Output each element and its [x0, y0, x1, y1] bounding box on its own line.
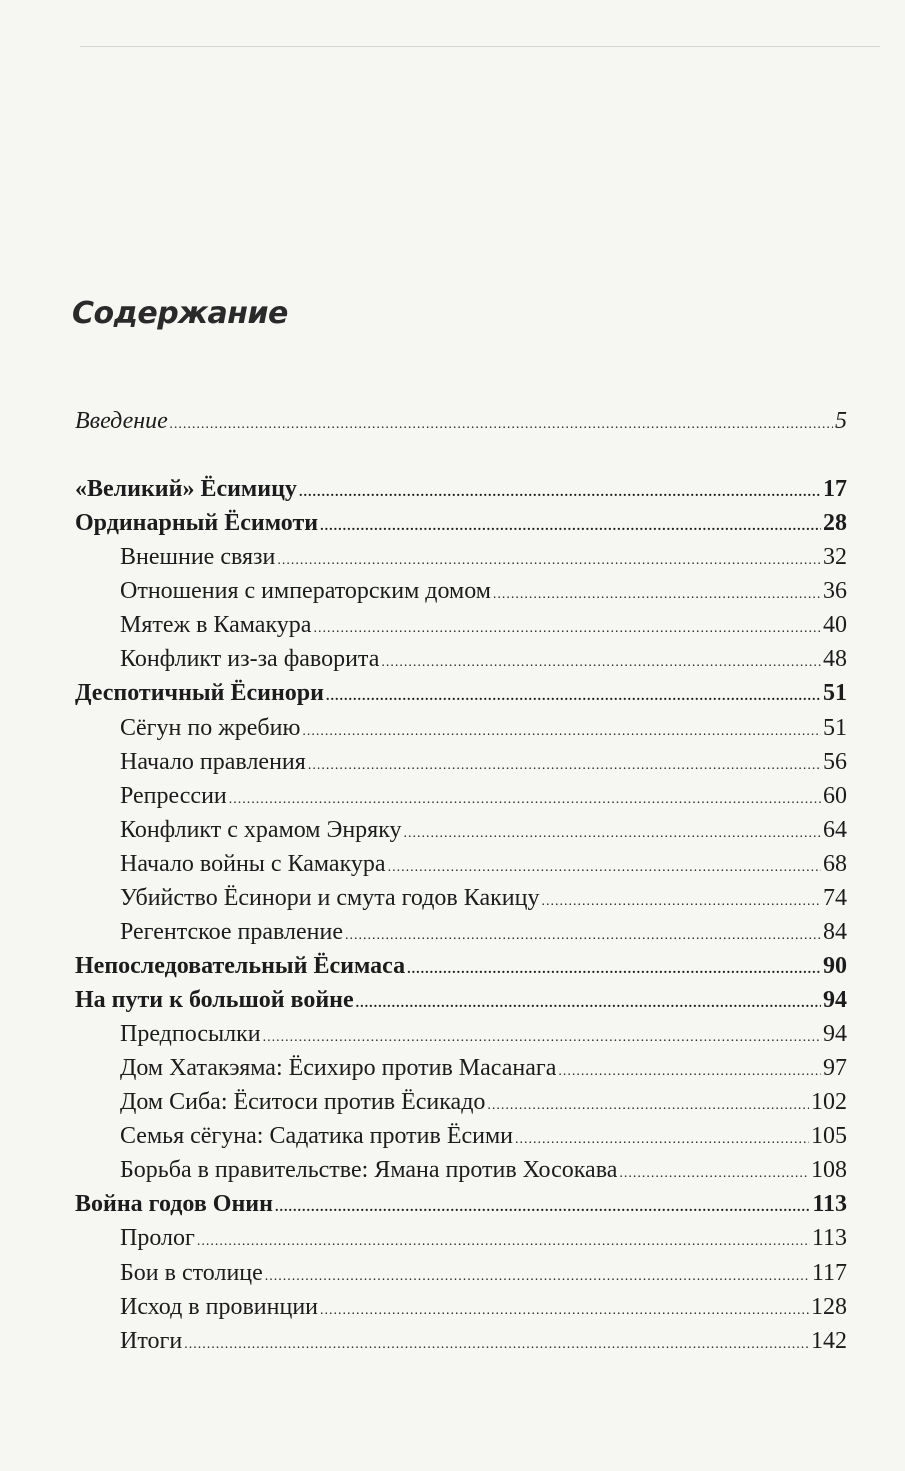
toc-chapter-entry [75, 476, 847, 510]
toc-page-number: 17 [823, 476, 847, 502]
toc-entry-title: Ординарный Ёсимоти [75, 510, 319, 536]
dot-leader [320, 519, 821, 535]
toc-section-entry [120, 1328, 847, 1362]
toc-page-number: 74 [823, 885, 847, 911]
dot-leader [407, 962, 821, 978]
toc-entry-title: Непоследовательный Ёсимаса [75, 953, 406, 979]
toc-entry-title: Предпосылки [120, 1021, 261, 1047]
toc-entry-title: Репрессии [120, 783, 227, 809]
toc-page-number: 105 [811, 1123, 847, 1149]
toc-section-entry [120, 612, 847, 646]
toc-section-entry [120, 544, 847, 578]
toc-page-number: 68 [823, 851, 847, 877]
toc-section-entry [120, 1294, 847, 1328]
toc-page-number: 90 [823, 953, 847, 979]
toc-section-entry [120, 715, 847, 749]
toc-page-number: 113 [811, 1225, 847, 1251]
dot-leader [345, 928, 821, 944]
toc-page-number: 94 [823, 987, 847, 1013]
dot-leader [229, 792, 821, 808]
toc-page-number: 56 [823, 749, 847, 775]
dot-leader [170, 417, 833, 433]
dot-leader [320, 1303, 809, 1319]
toc-page-number: 60 [823, 783, 847, 809]
toc-chapter-entry [75, 408, 847, 442]
toc-page-number: 128 [811, 1294, 847, 1320]
toc-section-entry [120, 1225, 847, 1259]
toc-section-entry [120, 851, 847, 885]
dot-leader [541, 894, 821, 910]
dot-leader [381, 655, 821, 671]
toc-chapter-entry [75, 987, 847, 1021]
toc-entry-title: Отношения с императорским домом [120, 578, 491, 604]
toc-page-number: 142 [811, 1328, 847, 1354]
toc-chapter-entry [75, 953, 847, 987]
dot-leader [388, 860, 821, 876]
toc-entry-title: Семья сёгуна: Садатика против Ёсими [120, 1123, 513, 1149]
toc-section-entry [120, 578, 847, 612]
toc-chapter-entry [75, 1191, 847, 1225]
toc-chapter-entry [75, 680, 847, 714]
dot-leader [302, 724, 821, 740]
toc-section-entry [120, 646, 847, 680]
dot-leader [487, 1098, 809, 1114]
toc-page-number: 32 [823, 544, 847, 570]
toc-page-number: 84 [823, 919, 847, 945]
toc-entry-title: На пути к большой войне [75, 987, 354, 1013]
toc-page-number: 94 [823, 1021, 847, 1047]
toc-page-number: 64 [823, 817, 847, 843]
dot-leader [515, 1132, 809, 1148]
toc-entry-title: «Великий» Ёсимицу [75, 476, 297, 502]
toc-page-number: 51 [823, 715, 847, 741]
toc-page-number: 5 [835, 408, 847, 434]
toc-page-number: 108 [811, 1157, 847, 1183]
toc-section-entry [120, 1089, 847, 1123]
toc-entry-title: Бои в столице [120, 1260, 263, 1286]
toc-entry-title: Сёгун по жребию [120, 715, 301, 741]
dot-leader [326, 689, 821, 705]
toc-section-entry [120, 1055, 847, 1089]
dot-leader [265, 1269, 810, 1285]
toc-page-number: 36 [823, 578, 847, 604]
toc-entry-title: Исход в провинции [120, 1294, 318, 1320]
dot-leader [308, 758, 821, 774]
toc-section-entry [120, 1123, 847, 1157]
toc-entry-title: Пролог [120, 1225, 195, 1251]
dot-leader [197, 1234, 810, 1250]
toc-page-number: 28 [823, 510, 847, 536]
toc-entry-title: Убийство Ёсинори и смута годов Какицу [120, 885, 540, 911]
header-rule [80, 46, 880, 47]
dot-leader [558, 1064, 821, 1080]
dot-leader [184, 1337, 809, 1353]
toc-page-number: 40 [823, 612, 847, 638]
toc-entry-title: Начало правления [120, 749, 306, 775]
dot-leader [404, 826, 821, 842]
toc-chapter-entry [75, 510, 847, 544]
dot-leader [277, 553, 821, 569]
dot-leader [619, 1166, 809, 1182]
toc-page-number: 113 [812, 1191, 847, 1217]
toc-section-entry [120, 1260, 847, 1294]
toc-entry-title: Мятеж в Камакура [120, 612, 312, 638]
toc-page-number: 102 [811, 1089, 847, 1115]
toc-section-entry [120, 919, 847, 953]
toc-entry-title: Борьба в правительстве: Ямана против Хосокава [120, 1157, 618, 1183]
toc-entry-title: Конфликт из-за фаворита [120, 646, 380, 672]
toc-page-number: 51 [823, 680, 847, 706]
dot-leader [299, 485, 821, 501]
toc-page-number: 117 [811, 1260, 847, 1286]
dot-leader [275, 1200, 810, 1216]
dot-leader [356, 996, 821, 1012]
toc-section-entry [120, 749, 847, 783]
page-title: Содержание [72, 296, 288, 331]
toc-entry-title: Конфликт с храмом Энряку [120, 817, 402, 843]
dot-leader [263, 1030, 821, 1046]
toc-section-entry [120, 783, 847, 817]
toc-entry-title: Война годов Онин [75, 1191, 273, 1217]
toc-entry-title: Дом Хатакэяма: Ёсихиро против Масанага [120, 1055, 557, 1081]
toc-section-entry [120, 885, 847, 919]
dot-leader [313, 621, 821, 637]
toc-section-entry [120, 1021, 847, 1055]
toc-entry-title: Регентское правление [120, 919, 344, 945]
toc-entry-title: Введение [75, 408, 168, 434]
toc-section-entry [120, 817, 847, 851]
toc-entry-title: Дом Сиба: Ёситоси против Ёсикадо [120, 1089, 486, 1115]
toc-entry-title: Итоги [120, 1328, 183, 1354]
toc-entry-title: Деспотичный Ёсинори [75, 680, 324, 706]
toc-section-entry [120, 1157, 847, 1191]
dot-leader [493, 587, 821, 603]
toc-page-number: 48 [823, 646, 847, 672]
toc-entry-title: Внешние связи [120, 544, 276, 570]
toc-page-number: 97 [823, 1055, 847, 1081]
toc-entry-title: Начало войны с Камакура [120, 851, 386, 877]
